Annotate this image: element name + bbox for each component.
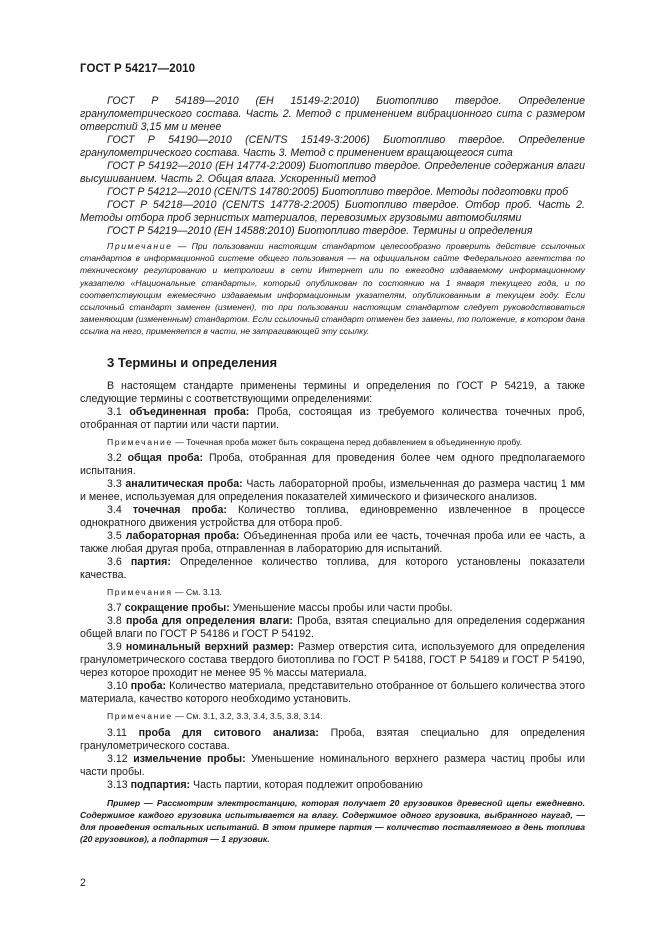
term-entry — [80, 406, 585, 432]
term-note — [80, 436, 585, 448]
term-entry — [80, 680, 585, 706]
term-name: объединенная проба: — [129, 406, 250, 418]
term-definition: Часть партии, которая подлежит опробованию — [190, 778, 423, 791]
term-note — [80, 586, 585, 598]
terms-and-definitions — [80, 380, 585, 845]
reference-item: ГОСТ Р 54212—2010 (CEN/TS 14780:2005) Биотопливо твердое. Методы подготовки проб — [107, 186, 569, 198]
term-entry — [80, 452, 585, 478]
normative-references-list — [80, 95, 585, 238]
term-entry — [80, 641, 585, 680]
note-label: Примечание — [107, 437, 173, 447]
section-title: 3 Термины и определения — [107, 355, 278, 370]
reference-item: ГОСТ Р 54218—2010 (CEN/TS 14778-2:2005) Биотопливо твердое. Отбор проб. Часть 2. Методы отбора проб зернистых материалов, перевозимых грузовыми автомобилями — [80, 199, 585, 224]
term-name: проба для определения влаги: — [125, 615, 293, 628]
note-text: — См. 3.1, 3.2, 3.3, 3.4, 3.5, 3.8, 3.14. — [172, 711, 323, 722]
term-name: проба для ситового анализа: — [138, 726, 319, 739]
term-number: 3.11 — [107, 726, 127, 739]
term-number: 3.8 — [107, 615, 122, 628]
term-number: 3.9 — [107, 641, 122, 654]
term-name: сокращение пробы: — [124, 602, 230, 615]
term-name: лабораторная проба: — [125, 530, 240, 543]
term-number: 3.10 — [107, 680, 128, 693]
term-number: 3.13 — [107, 778, 128, 791]
term-definition: Проба, состоящая из требуемого количества точечных проб, отобранная от партии или части партии. — [80, 406, 585, 431]
term-entry — [80, 779, 585, 792]
term-name: подпартия: — [130, 778, 191, 791]
term-entry — [80, 530, 585, 556]
note-text: — При пользовании настоящим стандартом целесообразно проверить действие ссылочных стандартов в информационной системе общего пользования — на официальном сайте Федерального агентства по техническому регулированию и метрологии в сети Интернет или по ежегодно издаваемому информационному указателю «Национальные стандарты», который опубликован по состоянию на 1 января текущего года, и по соответствующим ежемесячно издаваемым информационным указателям, опубликованным в текущем году. Если ссылочный стандарт заменен (изменен), то при пользовании настоящим стандартом следует руководствоваться заменяющим (измененным) стандартом. Если ссылочный стандарт отменен без замены, то положение, в котором дана ссылка на него, применяется в части, не затрагивающей эту ссылку. — [80, 241, 585, 337]
term-number: 3.4 — [107, 504, 122, 517]
page-number: 2 — [80, 877, 86, 889]
term-definition: Размер отверстия сита, используемого для определения гранулометрического состава твердого биотоплива по ГОСТ Р 54188, ГОСТ Р 54189 и ГОСТ Р 54190, через которое проходит не менее 95 % массы материала. — [80, 641, 585, 680]
document-code-header: ГОСТ Р 54217—2010 — [80, 63, 196, 75]
term-entry — [80, 727, 585, 753]
term-name: измельчение пробы: — [133, 752, 246, 765]
term-number: 3.12 — [107, 752, 128, 765]
term-number: 3.5 — [107, 530, 122, 543]
section-intro: В настоящем стандарте применены термины и определения по ГОСТ Р 54219, а также следующие термины с соответствующими определениями: — [80, 380, 585, 405]
term-name: аналитическая проба: — [125, 478, 243, 491]
term-definition: Проба, отобранная для проведения более чем одного предполагаемого испытания. — [80, 452, 585, 478]
note-label: Примечания — [107, 587, 173, 598]
term-entry — [80, 602, 585, 615]
term-definition: Объединенная проба или ее часть, точечная проба или ее часть, а также любая другая проба, отправленная в лабораторию для испытаний. — [80, 530, 585, 556]
term-entry — [80, 615, 585, 641]
term-number: 3.7 — [107, 602, 122, 615]
term-number: 3.2 — [107, 452, 122, 465]
reference-item: ГОСТ Р 54189—2010 (ЕН 15149-2:2010) Биотопливо твердое. Определение гранулометрического состава. Часть 2. Метод с применением вибрационного сита с размером отверстий 3,15 мм и менее — [80, 95, 585, 133]
term-entry — [80, 478, 585, 504]
term-name: общая проба: — [127, 452, 204, 465]
example-label: Пример — [107, 797, 141, 808]
term-number: 3.1 — [107, 406, 122, 418]
term-definition: Проба, взятая специально для определения содержания общей влаги по ГОСТ Р 54186 и ГОСТ Р 54192. — [80, 615, 585, 641]
term-definition: Количество материала, представительно отобранное от большего количества этого материала, качество которого необходимо установить. — [80, 680, 585, 706]
term-entry — [80, 504, 585, 530]
example-text: — Рассмотрим электростанцию, которая получает 20 грузовиков древесной щепы ежедневно. Содержимое каждого грузовика испытывается на влагу. Содержимое одного грузовика, выбранного наугад, — для проведения остальных испытаний. В этом примере партия — количество поставляемого в день топлива (20 грузовиков), а подпартия — 1 грузовик. — [80, 797, 585, 845]
term-note — [80, 710, 585, 722]
term-name: номинальный верхний размер: — [125, 641, 294, 654]
term-definition: Уменьшение номинального верхнего размера частиц пробы или части пробы. — [80, 752, 585, 778]
references-note — [80, 240, 585, 338]
term-definition: Определенное количество топлива, для которого установлены показатели качества. — [80, 556, 585, 582]
reference-item: ГОСТ Р 54219—2010 (ЕН 14588:2010) Биотопливо твердое. Термины и определения — [107, 225, 533, 237]
term-definition: Количество топлива, единовременно извлеченное в процессе однократного движения устройства для отбора проб. — [80, 504, 585, 530]
note-label: Примечание — [107, 711, 173, 722]
note-text: — См. 3.13. — [172, 587, 222, 598]
term-definition: Уменьшение массы пробы или части пробы. — [229, 602, 453, 615]
term-number: 3.6 — [107, 556, 122, 569]
note-text: — Точечная проба может быть сокращена перед добавлением в объединенную пробу. — [172, 437, 522, 447]
note-label: Примечание — [107, 241, 173, 251]
reference-item: ГОСТ Р 54192—2010 (ЕН 14774-2:2009) Биотопливо твердое. Определение содержания влаги высушиванием. Часть 2. Общая влага. Ускоренный метод — [80, 160, 585, 185]
term-definition: Часть лабораторной пробы, измельченная до размера частиц 1 мм и менее, используемая для определения показателей химического и физического анализов. — [80, 478, 586, 504]
term-name: проба: — [130, 680, 167, 693]
term-definition: Проба, взятая специально для определения гранулометрического состава. — [80, 726, 586, 752]
term-number: 3.3 — [107, 478, 122, 491]
term-entry — [80, 753, 585, 779]
term-entry — [80, 556, 585, 582]
example-block — [80, 797, 585, 846]
reference-item: ГОСТ Р 54190—2010 (CEN/TS 15149-3:2006) Биотопливо твердое. Определение гранулометрического состава. Часть 3. Метод с применением вращающегося сита — [80, 134, 585, 159]
term-name: партия: — [130, 556, 171, 569]
term-name: точечная проба: — [132, 504, 227, 517]
